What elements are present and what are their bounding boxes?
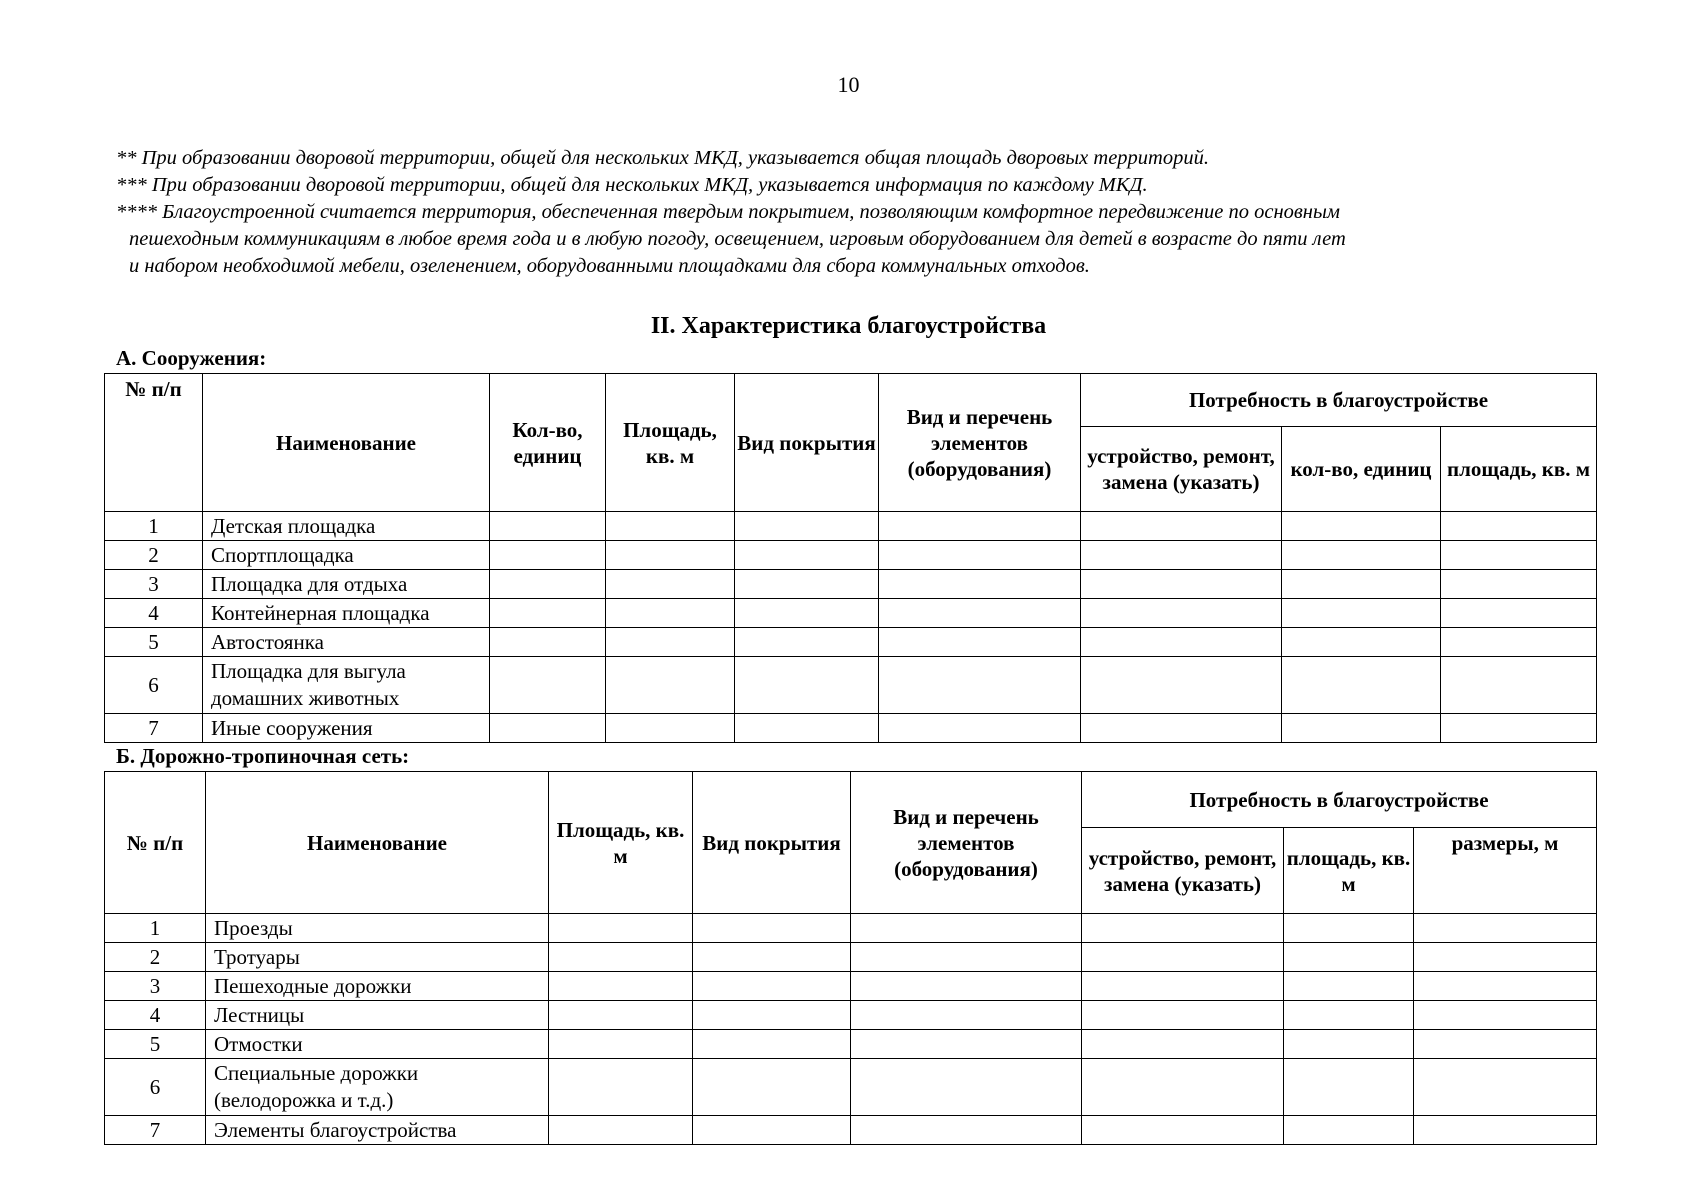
table-cell[interactable]	[1081, 541, 1282, 570]
section-title: II. Характеристика благоустройства	[650, 313, 1047, 339]
table-cell[interactable]	[549, 1030, 693, 1059]
row-num: 3	[105, 570, 203, 599]
table-row	[105, 628, 1597, 657]
table-row	[105, 1116, 1597, 1145]
table-cell[interactable]	[606, 541, 735, 570]
table-cell[interactable]	[1282, 714, 1441, 743]
table-cell[interactable]	[735, 657, 879, 714]
road-network-table	[104, 771, 1597, 1145]
row-num: 2	[105, 943, 206, 972]
table-cell[interactable]	[879, 512, 1081, 541]
table-cell[interactable]	[1282, 570, 1441, 599]
table-cell[interactable]	[606, 657, 735, 714]
table-cell[interactable]	[1282, 512, 1441, 541]
table-cell[interactable]	[851, 972, 1082, 1001]
table-cell[interactable]	[1081, 599, 1282, 628]
table-row	[105, 657, 1597, 714]
header-need-area: площадь, кв. м	[1441, 427, 1597, 512]
table-cell[interactable]	[879, 714, 1081, 743]
table-cell[interactable]	[490, 541, 606, 570]
row-num: 2	[105, 541, 203, 570]
table-cell[interactable]	[1414, 1001, 1597, 1030]
row-num: 6	[105, 1059, 206, 1116]
header-name: Наименование	[203, 374, 490, 512]
table-cell[interactable]	[879, 599, 1081, 628]
table-cell[interactable]	[490, 628, 606, 657]
table-cell[interactable]	[851, 1059, 1082, 1116]
table-row	[105, 972, 1597, 1001]
row-name: Площадка для выгула домашних животных	[203, 657, 490, 714]
table-cell[interactable]	[549, 1001, 693, 1030]
table-cell[interactable]	[879, 541, 1081, 570]
table-cell[interactable]	[693, 1059, 851, 1116]
table-cell[interactable]	[490, 657, 606, 714]
table-cell[interactable]	[693, 914, 851, 943]
table-cell[interactable]	[1441, 512, 1597, 541]
row-name: Контейнерная площадка	[203, 599, 490, 628]
table-cell[interactable]	[1081, 570, 1282, 599]
table-cell[interactable]	[1082, 972, 1284, 1001]
table-cell[interactable]	[851, 914, 1082, 943]
table-cell[interactable]	[1284, 1116, 1414, 1145]
row-name: Площадка для отдыха	[203, 570, 490, 599]
table-cell[interactable]	[851, 1116, 1082, 1145]
header-need-size: размеры, м	[1414, 828, 1597, 914]
table-cell[interactable]	[1414, 1116, 1597, 1145]
row-name: Иные сооружения	[203, 714, 490, 743]
table-cell[interactable]	[490, 512, 606, 541]
header-need-action: устройство, ремонт, замена (указать)	[1081, 427, 1282, 512]
table-cell[interactable]	[1441, 599, 1597, 628]
table-cell[interactable]	[851, 943, 1082, 972]
row-num: 7	[105, 714, 203, 743]
page-number: 10	[837, 72, 860, 97]
table-cell[interactable]	[879, 657, 1081, 714]
row-num: 4	[105, 599, 203, 628]
table-row	[105, 1059, 1597, 1116]
table-cell[interactable]	[1284, 1059, 1414, 1116]
table-cell[interactable]	[549, 914, 693, 943]
row-num: 4	[105, 1001, 206, 1030]
table-cell[interactable]	[879, 570, 1081, 599]
table-cell[interactable]	[490, 599, 606, 628]
header-num: № п/п	[105, 374, 203, 512]
table-cell[interactable]	[1441, 541, 1597, 570]
table-row	[105, 541, 1597, 570]
header-need-area: площадь, кв. м	[1284, 828, 1414, 914]
table-cell[interactable]	[1414, 914, 1597, 943]
table-cell[interactable]	[693, 1001, 851, 1030]
table-cell[interactable]	[549, 1116, 693, 1145]
table-row	[105, 599, 1597, 628]
table-cell[interactable]	[1441, 714, 1597, 743]
table-row	[105, 714, 1597, 743]
footnote-2: ** При образовании дворовой территории, общей для нескольких МКД, указывается общая площадь дворовых территорий.	[116, 147, 1209, 169]
table-cell[interactable]	[879, 628, 1081, 657]
table-a-subtitle: А. Сооружения:	[116, 346, 267, 370]
row-num: 5	[105, 1030, 206, 1059]
header-elements: Вид и перечень элементов (оборудования)	[879, 374, 1081, 512]
table-cell[interactable]	[851, 1030, 1082, 1059]
table-cell[interactable]	[693, 972, 851, 1001]
table-cell[interactable]	[1082, 943, 1284, 972]
row-name: Специальные дорожки (велодорожка и т.д.)	[206, 1059, 549, 1116]
row-name: Пешеходные дорожки	[206, 972, 549, 1001]
row-num: 1	[105, 914, 206, 943]
footnote-4-line-1: **** Благоустроенной считается территория, обеспеченная твердым покрытием, позволяющим комфортное передвижение по основным	[116, 201, 1340, 223]
row-num: 6	[105, 657, 203, 714]
header-area: Площадь, кв. м	[549, 772, 693, 914]
table-cell[interactable]	[1414, 943, 1597, 972]
footnote-4-line-3: и набором необходимой мебели, озеленением, оборудованными площадками для сбора коммунальных отходов.	[129, 255, 1090, 277]
header-elements: Вид и перечень элементов (оборудования)	[851, 772, 1082, 914]
table-cell[interactable]	[1414, 1059, 1597, 1116]
row-name: Элементы благоустройства	[206, 1116, 549, 1145]
table-cell[interactable]	[1414, 1030, 1597, 1059]
header-num: № п/п	[105, 772, 206, 914]
header-coverage: Вид покрытия	[693, 772, 851, 914]
table-cell[interactable]	[1284, 943, 1414, 972]
row-name: Спортплощадка	[203, 541, 490, 570]
table-cell[interactable]	[693, 943, 851, 972]
table-cell[interactable]	[1081, 512, 1282, 541]
table-cell[interactable]	[1284, 1030, 1414, 1059]
header-count: Кол-во, единиц	[490, 374, 606, 512]
table-row	[105, 1001, 1597, 1030]
table-cell[interactable]	[1082, 1116, 1284, 1145]
header-need-group: Потребность в благоустройстве	[1082, 772, 1597, 828]
footnotes	[116, 145, 1606, 280]
table-cell[interactable]	[1441, 628, 1597, 657]
table-cell[interactable]	[490, 714, 606, 743]
table-cell[interactable]	[735, 541, 879, 570]
footnote-4-line-2: пешеходным коммуникациям в любое время года и в любую погоду, освещением, игровым оборудованием для детей в возрасте до пяти лет	[129, 228, 1346, 250]
table-cell[interactable]	[1441, 657, 1597, 714]
table-cell[interactable]	[1282, 657, 1441, 714]
row-name: Лестницы	[206, 1001, 549, 1030]
table-cell[interactable]	[549, 972, 693, 1001]
table-cell[interactable]	[735, 628, 879, 657]
header-area: Площадь, кв. м	[606, 374, 735, 512]
row-name: Автостоянка	[203, 628, 490, 657]
table-cell[interactable]	[606, 512, 735, 541]
row-num: 7	[105, 1116, 206, 1145]
row-num: 5	[105, 628, 203, 657]
table-cell[interactable]	[735, 570, 879, 599]
row-name: Отмостки	[206, 1030, 549, 1059]
header-coverage: Вид покрытия	[735, 374, 879, 512]
row-num: 1	[105, 512, 203, 541]
table-cell[interactable]	[693, 1116, 851, 1145]
table-cell[interactable]	[1081, 714, 1282, 743]
table-row	[105, 512, 1597, 541]
row-name: Тротуары	[206, 943, 549, 972]
table-cell[interactable]	[606, 714, 735, 743]
table-cell[interactable]	[1081, 657, 1282, 714]
table-row	[105, 570, 1597, 599]
table-cell[interactable]	[1082, 1030, 1284, 1059]
row-name: Проезды	[206, 914, 549, 943]
table-cell[interactable]	[735, 714, 879, 743]
table-cell[interactable]	[549, 1059, 693, 1116]
table-cell[interactable]	[1441, 570, 1597, 599]
table-cell[interactable]	[1282, 628, 1441, 657]
table-cell[interactable]	[1284, 1001, 1414, 1030]
table-cell[interactable]	[1282, 541, 1441, 570]
table-b-subtitle: Б. Дорожно-тропиночная сеть:	[116, 744, 410, 768]
table-cell[interactable]	[1081, 628, 1282, 657]
header-need-count: кол-во, единиц	[1282, 427, 1441, 512]
table-cell[interactable]	[1282, 599, 1441, 628]
header-need-action: устройство, ремонт, замена (указать)	[1082, 828, 1284, 914]
header-name: Наименование	[206, 772, 549, 914]
structures-table	[104, 373, 1597, 743]
table-cell[interactable]	[1414, 972, 1597, 1001]
table-row	[105, 1030, 1597, 1059]
table-row	[105, 943, 1597, 972]
row-name: Детская площадка	[203, 512, 490, 541]
table-cell[interactable]	[1082, 914, 1284, 943]
table-cell[interactable]	[693, 1030, 851, 1059]
table-cell[interactable]	[606, 570, 735, 599]
row-num: 3	[105, 972, 206, 1001]
footnote-3: *** При образовании дворовой территории, общей для нескольких МКД, указывается информация по каждому МКД.	[116, 174, 1148, 196]
table-cell[interactable]	[1082, 1059, 1284, 1116]
table-cell[interactable]	[1284, 914, 1414, 943]
table-cell[interactable]	[735, 599, 879, 628]
table-cell[interactable]	[606, 599, 735, 628]
table-row	[105, 914, 1597, 943]
table-cell[interactable]	[1284, 972, 1414, 1001]
table-cell[interactable]	[735, 512, 879, 541]
table-cell[interactable]	[1082, 1001, 1284, 1030]
header-need-group: Потребность в благоустройстве	[1081, 374, 1597, 427]
table-cell[interactable]	[606, 628, 735, 657]
table-cell[interactable]	[549, 943, 693, 972]
table-cell[interactable]	[851, 1001, 1082, 1030]
table-cell[interactable]	[490, 570, 606, 599]
